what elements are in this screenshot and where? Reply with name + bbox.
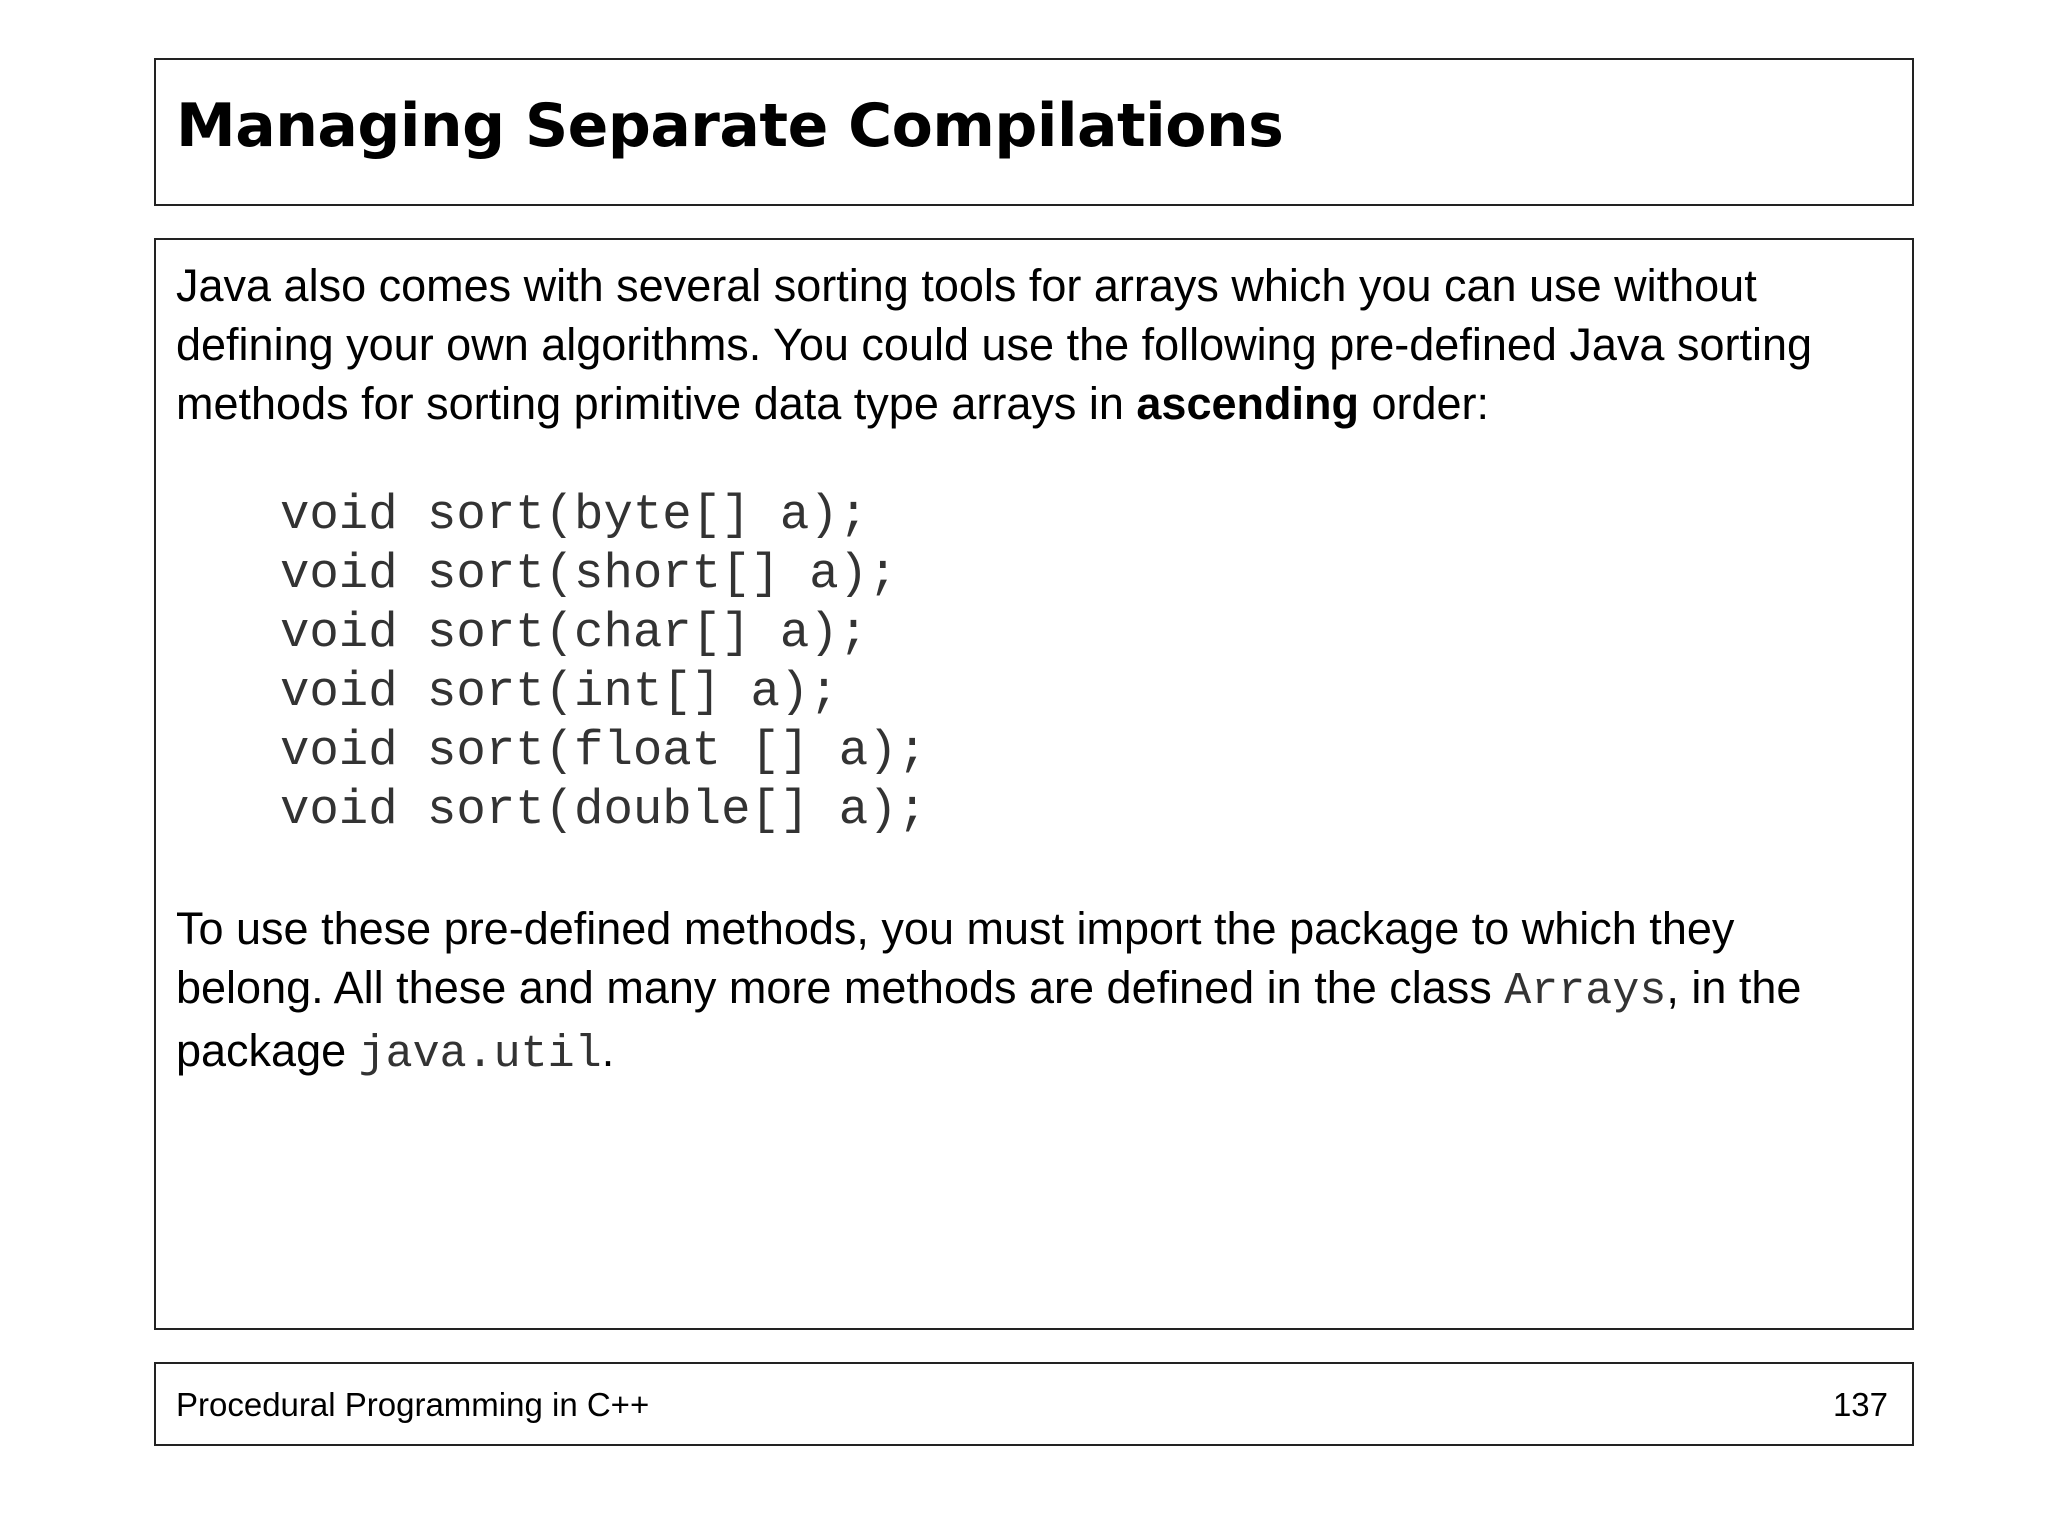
- code-line: void sort(float [] a);: [280, 723, 927, 779]
- intro-text: Java also comes with several sorting tools for arrays which you can use without defining your own algorithms. You could use the following pre-defined Java sorting methods for sorting primitive data type arrays in: [176, 260, 1813, 429]
- content-box: [154, 238, 1914, 1330]
- outro-paragraph: [176, 899, 1892, 1084]
- footer-box: [154, 1362, 1914, 1446]
- footer-course-title: Procedural Programming in C++: [176, 1386, 650, 1423]
- code-line: void sort(int[] a);: [280, 664, 839, 720]
- code-line: void sort(char[] a);: [280, 605, 869, 661]
- title-box: [154, 58, 1914, 206]
- intro-bold-word: ascending: [1136, 378, 1359, 429]
- code-block: [280, 486, 927, 840]
- code-line: void sort(double[] a);: [280, 782, 927, 838]
- outro-text: To use these pre-defined methods, you must import the package to which they belong. All these and many more methods are defined in the class: [176, 903, 1735, 1013]
- package-name-code: java.util: [358, 1029, 602, 1080]
- page-number: 137: [1832, 1386, 1888, 1423]
- intro-paragraph: [176, 256, 1892, 433]
- class-name-code: Arrays: [1504, 966, 1667, 1017]
- outro-text-middle: , in the package: [176, 962, 1802, 1076]
- intro-text-end: order:: [1358, 378, 1490, 429]
- slide-title: Managing Separate Compilations: [176, 91, 1284, 161]
- code-line: void sort(byte[] a);: [280, 487, 869, 543]
- code-line: void sort(short[] a);: [280, 546, 898, 602]
- outro-text-end: .: [601, 1025, 615, 1076]
